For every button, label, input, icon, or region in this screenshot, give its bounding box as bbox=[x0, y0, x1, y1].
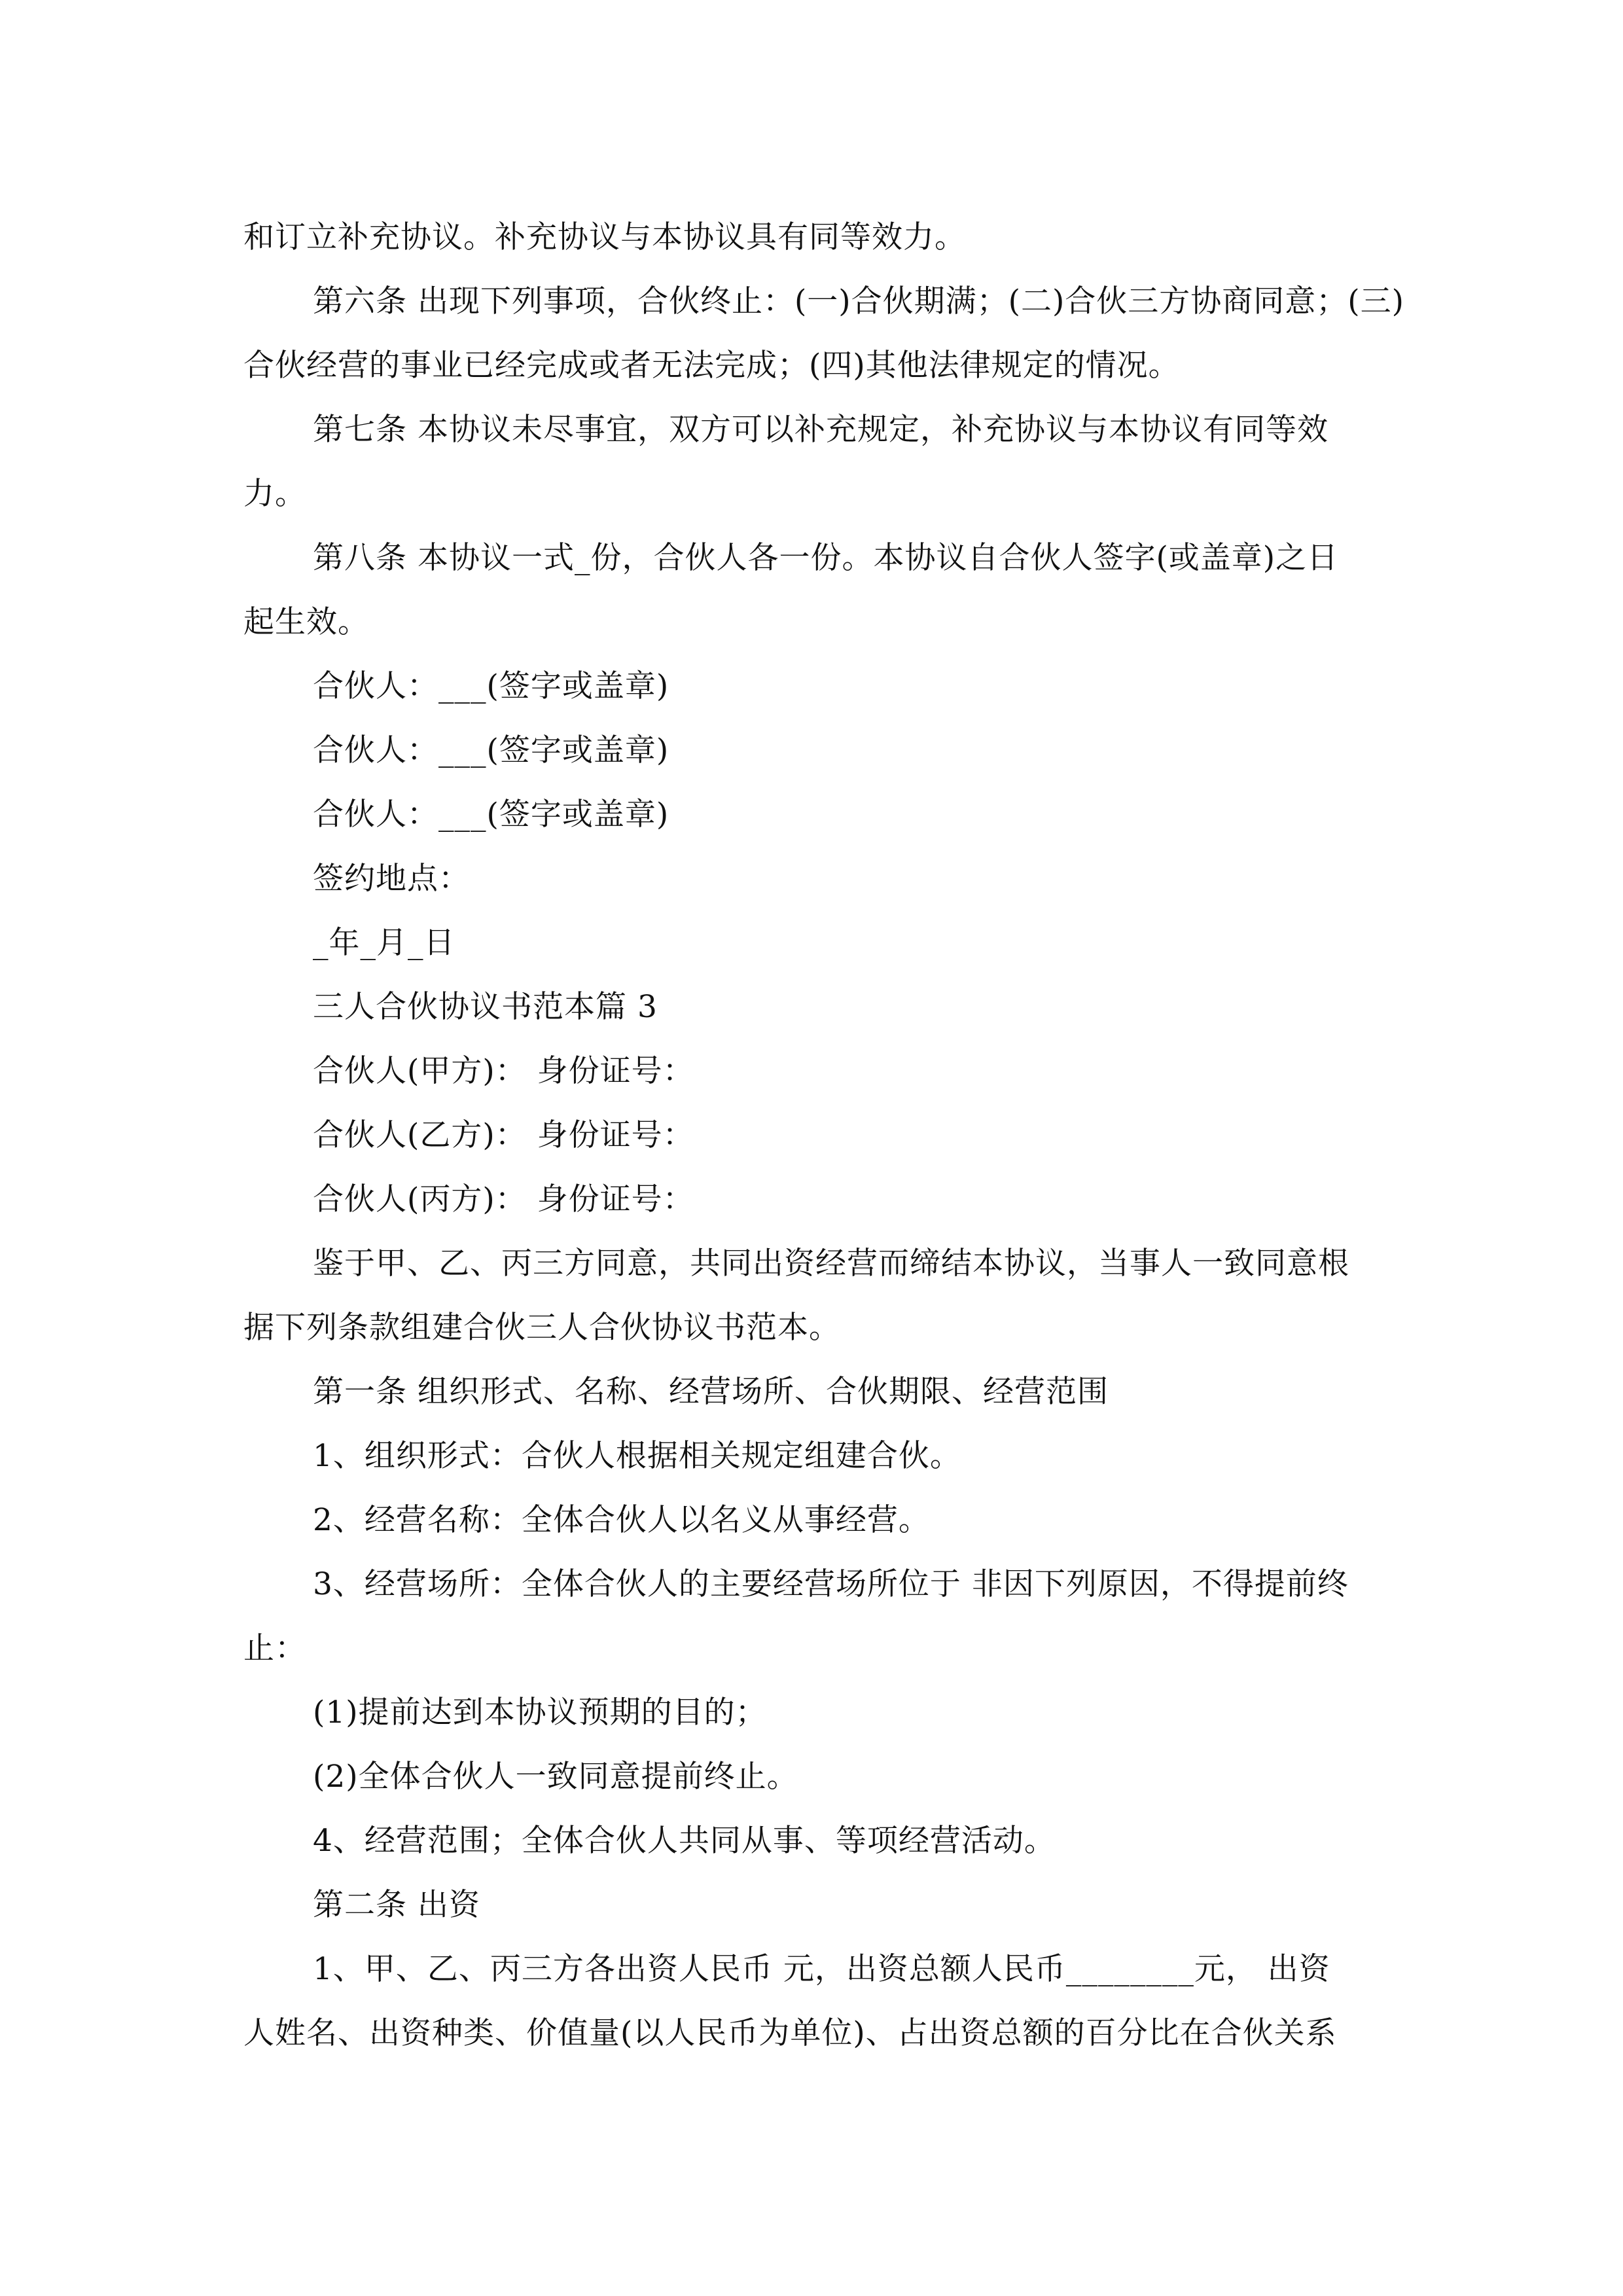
text-line: 和订立补充协议。补充协议与本协议具有同等效力。 bbox=[243, 219, 966, 255]
clause-line: 3、经营场所：全体合伙人的主要经营场所位于 非因下列原因，不得提前终 bbox=[313, 1566, 1349, 1602]
article-7-line-2: 力。 bbox=[243, 476, 306, 512]
article-6-line-2: 合伙经营的事业已经完成或者无法完成；(四)其他法律规定的情况。 bbox=[243, 348, 1180, 384]
signature-line: 合伙人：___(签字或盖章) bbox=[313, 797, 669, 833]
article-8-line-2: 起生效。 bbox=[243, 604, 369, 640]
signature-line: 合伙人：___(签字或盖章) bbox=[313, 668, 669, 704]
preamble-line-1: 鉴于甲、乙、丙三方同意，共同出资经营而缔结本协议，当事人一致同意根 bbox=[313, 1246, 1349, 1282]
clause-line: 2、经营名称：全体合伙人以名义从事经营。 bbox=[313, 1502, 930, 1538]
clause-continuation: 止： bbox=[243, 1630, 306, 1666]
clause-line: 4、经营范围；全体合伙人共同从事、等项经营活动。 bbox=[313, 1823, 1056, 1859]
article-2-heading: 第二条 出资 bbox=[313, 1887, 480, 1923]
signing-place: 签约地点： bbox=[313, 861, 470, 897]
preamble-line-2: 据下列条款组建合伙三人合伙协议书范本。 bbox=[243, 1310, 840, 1346]
signature-line: 合伙人：___(签字或盖章) bbox=[313, 732, 669, 768]
partner-c-line: 合伙人(丙方)： 身份证号： bbox=[313, 1181, 694, 1217]
subclause-line: (1)提前达到本协议预期的目的； bbox=[313, 1695, 767, 1731]
partner-a-line: 合伙人(甲方)： 身份证号： bbox=[313, 1053, 694, 1089]
article-6-line-1: 第六条 出现下列事项，合伙终止：(一)合伙期满；(二)合伙三方协商同意；(三) bbox=[313, 283, 1404, 319]
capital-line-1: 1、甲、乙、丙三方各出资人民币 元，出资总额人民币________元， 出资 bbox=[313, 1951, 1330, 1987]
clause-line: 1、组织形式：合伙人根据相关规定组建合伙。 bbox=[313, 1438, 961, 1474]
article-1-heading: 第一条 组织形式、名称、经营场所、合伙期限、经营范围 bbox=[313, 1374, 1109, 1410]
capital-line-2: 人姓名、出资种类、价值量(以人民币为单位)、占出资总额的百分比在合伙关系 bbox=[243, 2015, 1337, 2051]
signing-date: _年_月_日 bbox=[313, 925, 455, 961]
document-body bbox=[243, 206, 1404, 2066]
partner-b-line: 合伙人(乙方)： 身份证号： bbox=[313, 1117, 694, 1153]
article-7-line-1: 第七条 本协议未尽事宜，双方可以补充规定，补充协议与本协议有同等效 bbox=[313, 412, 1329, 448]
article-8-line-1: 第八条 本协议一式_份，合伙人各一份。本协议自合伙人签字(或盖章)之日 bbox=[313, 540, 1339, 576]
section-heading: 三人合伙协议书范本篇 3 bbox=[313, 989, 658, 1025]
subclause-line: (2)全体合伙人一致同意提前终止。 bbox=[313, 1759, 798, 1795]
